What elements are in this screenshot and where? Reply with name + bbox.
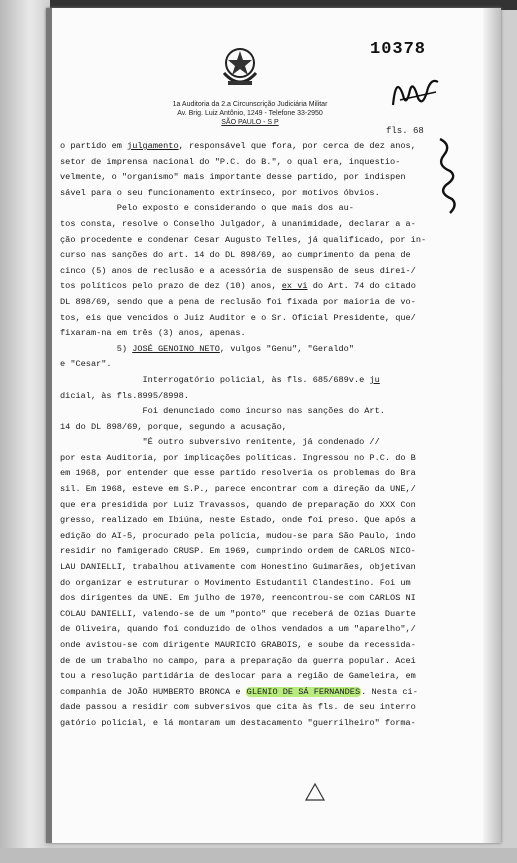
underlined-text: ju [369,374,380,385]
highlighted-name: GLENIO DE SÁ FERNANDES [246,686,361,697]
line-tail: , vulgos "Genu", "Geraldo" [219,343,354,354]
line-text: velmente, o "organismo" mais importante desse partido, por indispen [60,172,406,183]
page-number: 10378 [370,40,427,59]
line-tail: , responsável que fora, por cerca de dez anos, [178,141,416,151]
underlined-text: ex vi [281,281,308,292]
text-line [60,607,432,623]
letterhead-line-1: 1a Auditoria da 2.a Circunscrição Judiciária Militar [172,101,328,108]
line-text: cinco (5) anos de reclusão e a acessória de suspensão de seus direi-/ [60,265,416,276]
page-left-shadow [46,8,52,843]
line-text: COLAU DANIELLI, valendo-se de um "ponto" que receberá de Ozias Duarte [60,608,416,619]
text-line [60,560,432,576]
line-text: "É outro subversivo renitente, já condenado // [60,437,380,448]
line-text: DL 898/69, sendo que a pena de reclusão foi fixada por maioria de vo- [60,296,416,307]
text-line [60,591,432,607]
line-text: tos, eis que vencidos o Juiz Auditor e o Sr. Oficial Presidente, que/ [60,312,416,323]
text-line [60,466,432,482]
line-text: dos dirigentes da UNE. Em julho de 1970, reencontrou-se com CARLOS NI [60,593,416,604]
text-line [60,139,432,155]
text-line [60,373,432,389]
line-text: LAU DANIELLI, trabalhou ativamente com Honestino Guimarães, objetivan [60,562,416,573]
text-line [60,498,432,514]
line-text: 14 do DL 898/69, porque, segundo a acusação, [60,421,287,432]
triangle-mark-icon [304,782,326,802]
line-text: dicial, às fls.8995/8998. [60,390,189,401]
text-line [60,279,432,295]
line-text: por esta Auditoria, por implicações políticas. Ingressou no P.C. do B [60,452,416,463]
text-line [60,420,432,436]
coat-of-arms-icon [218,43,262,89]
line-text: tos políticos pelo prazo de dez (10) anos, [60,281,282,292]
line-text: sil. Em 1968, esteve em S.P., parece encontrar com a direção da UNE,/ [60,484,416,495]
line-text: dade passou a residir com subversivos que cita às fls. de seu interro [60,702,416,713]
line-text: onde avistou-se com dirigente MAURICIO GRABOIS, e soube da recessida- [60,640,416,650]
line-text: do organizar e estruturar o Movimento Estudantil Clandestino. Foi um [60,577,411,588]
text-line [60,217,432,233]
line-text: o partido em [60,141,128,151]
line-tail: do Art. 74 do citado [307,281,416,292]
text-line [60,233,432,249]
document-body [60,139,432,732]
underlined-text: julgamento [127,141,179,151]
line-text: de de um trabalho no campo, para a preparação da guerra popular. Acei [60,655,416,666]
text-line [60,155,432,171]
folio-label: fls. 68 [386,126,424,136]
text-line [60,311,432,327]
letterhead-city: SÃO PAULO - S P [221,119,279,126]
text-line [60,482,432,498]
text-line [60,622,432,638]
text-line [60,295,432,311]
text-line [60,685,432,701]
line-text: companhia de JOÃO HUMBERTO BRONCA e [60,686,246,697]
text-line [60,186,432,202]
line-text: setor de imprensa nacional do "P.C. do B.", o qual era, inquestio- [60,156,401,167]
underlined-text: JOSÉ GENOINO NETO [132,343,220,354]
line-text: tos consta, resolve o Conselho Julgador, à unanimidade, declarar a a- [60,218,416,229]
text-line [60,357,432,373]
text-line [60,326,432,342]
text-line [60,544,432,560]
text-line [60,669,432,685]
line-text: gatório policial, e lá montaram um destacamento "guerrilheiro" forma- [60,717,416,728]
line-text: tou a resolução partidária de deslocar para a região de Gameleira, em [60,671,416,682]
text-line [60,435,432,451]
line-text: sável para o seu funcionamento extrínseco, por motivos óbvios. [60,187,380,198]
line-text: de Oliveira, quando foi conduzido de olhos vendados a um "aparelho",/ [60,624,416,635]
signature-icon [388,70,443,115]
line-tail: . Nesta ci- [361,686,418,697]
line-text: fixaram-na em três (3) anos, apenas. [60,328,246,339]
text-line [60,451,432,467]
line-text: 5) [60,343,133,354]
text-line [60,529,432,545]
line-text: em 1968, por entender que esse partido resolveria os problemas do Bra [60,468,416,479]
page-right-edge [483,8,501,843]
letterhead-line-2: Av. Brig. Luiz Antônio, 1249 - Telefone 33-2950 [177,110,323,117]
text-line [60,342,432,358]
text-line [60,638,432,654]
text-line [60,389,432,405]
text-line [60,404,432,420]
text-line [60,248,432,264]
line-text: Pelo exposto e considerando o que mais dos au- [60,203,354,214]
scan-bottom-edge [0,848,517,863]
line-text: curso nas sanções do art. 14 do DL 898/69, ao cumprimento da pena de [60,250,411,261]
line-text: que era presidida por Luiz Travassos, quando de preparação do XXX Con [60,499,416,510]
text-line [60,170,432,186]
line-text: Interrogatório policial, às fls. 685/689v.e [60,374,370,385]
scan-left-margin [0,0,50,863]
text-line [60,513,432,529]
line-text: residir no famigerado CRUSP. Em 1969, cumprindo ordem de CARLOS NICO- [60,546,416,557]
line-text: edição do AI-5, procurado pela polícia, mudou-se para São Paulo, indo [60,530,416,541]
margin-mark-icon [432,135,462,215]
text-line [60,700,432,716]
line-text: gresso, realizado em Ibiúna, neste Estado, onde foi preso. Que após a [60,515,416,526]
text-line [60,264,432,280]
text-line [60,576,432,592]
line-text: ção procedente e condenar Cesar Augusto Telles, já qualificado, por in- [60,234,427,245]
text-line [60,654,432,670]
letterhead [145,100,355,127]
line-text: Foi denunciado como incurso nas sanções do Art. [60,406,385,417]
text-line [60,201,432,217]
text-line [60,716,432,732]
line-text: e "Cesar". [60,359,112,370]
